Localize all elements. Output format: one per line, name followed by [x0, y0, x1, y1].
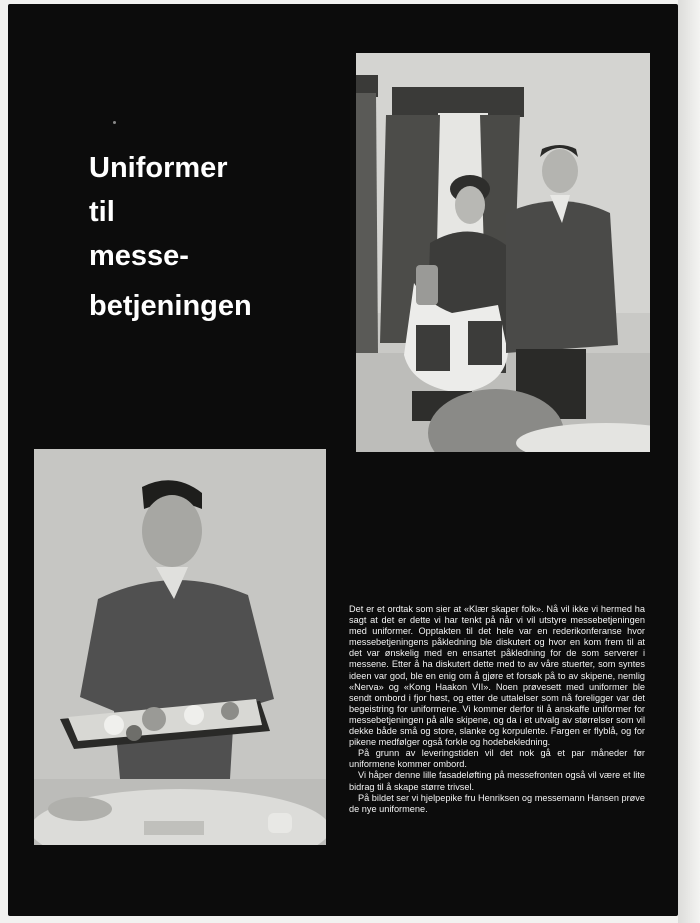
article-body	[349, 604, 645, 815]
paragraph: På grunn av leveringstiden vil det nok gå et par måneder før uniformene kommer ombord.	[349, 748, 645, 770]
photo-two-people-in-uniforms	[356, 53, 650, 452]
paragraph: På bildet ser vi hjelpepike fru Henriksen og messemann Hansen prøve de nye uniformene.	[349, 792, 645, 814]
page-edge	[678, 0, 700, 923]
article-title	[89, 146, 252, 328]
photo-man-serving-tray	[34, 449, 326, 845]
paragraph: Det er et ordtak som sier at «Klær skaper folk». Nå vil ikke vi hermed ha sagt at det er dette vi har tenkt på når vi vil utstyre messebetjeningen med uniformer. Opptakten til det hele var en rederikonferanse hvor messebetjeningens påkledning ble diskutert og hvor en kom frem til at det var ønskelig med en ensartet påkledning for de som serverer i messene. Etter å ha diskutert dette med to av våre stuerter, som syntes ideen var god, ble en enig om å gjøre et forsøk på to av skipene, nemlig «Nerva» og «Kong Haakon VII». Noen prøvesett med uniformer ble sendt ombord i fjor høst, og etter de uttalelser som nå foreligger var det begeistring for uniformene. Vi kommer derfor til å anskaffe uniformer for messebetjeningen på alle skipene, og da i et utvalg av størrelser som vil dekke både små og store, slanke og korpulente. Fargen er flyblå, og for pikene medfølger også forkle og hodebekledning.	[349, 604, 645, 748]
title-line: Uniformer	[89, 152, 228, 184]
paragraph: Vi håper denne lille fasadeløfting på messefronten også vil være et lite bidrag til å skape større trivsel.	[349, 770, 645, 792]
title-line: betjeningen	[89, 290, 252, 322]
title-line: til	[89, 196, 115, 228]
title-line: messe-	[89, 240, 189, 272]
print-speck	[113, 121, 116, 124]
